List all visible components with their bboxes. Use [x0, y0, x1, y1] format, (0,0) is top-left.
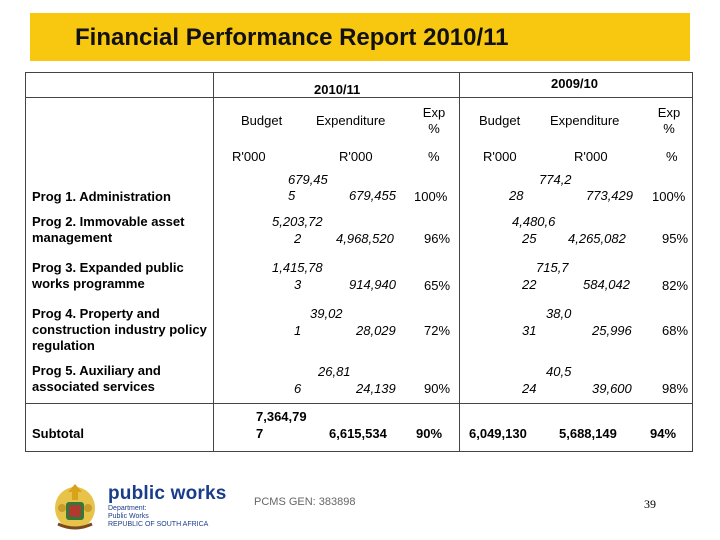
budget-current-part1: 1,415,78 — [272, 260, 323, 275]
period-prior-header: 2009/10 — [551, 76, 598, 91]
unit-expenditure-prior: R'000 — [574, 149, 608, 164]
col-budget-current: Budget — [241, 113, 283, 128]
budget-current-part1: 26,81 — [318, 364, 351, 379]
exp-pct-current: 72% — [424, 323, 451, 338]
expenditure-prior-part2: 39,600 — [592, 381, 632, 396]
exp-pct-current: 90% — [424, 381, 451, 396]
row-label: Prog 5. Auxiliary and associated services — [32, 363, 161, 394]
row-label: Prog 3. Expanded public works programme — [32, 260, 184, 291]
col-exp-pct-current — [416, 105, 452, 137]
page-title: Financial Performance Report 2010/11 — [75, 24, 509, 51]
expenditure-current: 4,968,520 — [336, 231, 394, 246]
row-label: Prog 2. Immovable asset management — [32, 214, 185, 245]
exp-pct-line1: Exp — [657, 105, 681, 120]
expenditure-prior-part1: 774,2 — [539, 172, 572, 187]
period-current-header: 2010/11 — [314, 82, 361, 97]
exp-pct-prior: 68% — [662, 323, 689, 338]
expenditure-prior-part2: 4,265,082 — [568, 231, 626, 246]
exp-pct-prior: 100% — [652, 189, 686, 204]
expenditure-prior-part2: 584,042 — [583, 277, 630, 292]
subtotal-label: Subtotal — [32, 426, 84, 441]
unit-budget-prior: R'000 — [483, 149, 517, 164]
expenditure-prior-part1: 715,7 — [536, 260, 569, 275]
row-label: Prog 1. Administration — [32, 189, 171, 204]
unit-expenditure-current: R'000 — [339, 149, 373, 164]
row-divider — [26, 403, 692, 404]
performance-table — [25, 72, 693, 452]
row-label: Prog 4. Property and construction industry policy regulation — [32, 306, 207, 353]
subtotal-expenditure-current: 6,615,534 — [329, 426, 387, 441]
budget-current-part1: 39,02 — [310, 306, 343, 321]
expenditure-prior-part1: 4,480,6 — [512, 214, 556, 229]
logo-sub-line3: REPUBLIC OF SOUTH AFRICA — [108, 521, 209, 528]
exp-pct-prior: 98% — [662, 381, 689, 396]
subtotal-expenditure-prior: 5,688,149 — [559, 426, 617, 441]
budget-prior: 25 — [522, 231, 537, 246]
logo-sub-line1: Department: — [108, 505, 147, 512]
budget-current-part2: 2 — [294, 231, 302, 246]
subtotal-exp-pct-current: 90% — [416, 426, 443, 441]
expenditure-prior-part2: 25,996 — [592, 323, 632, 338]
expenditure-current: 679,455 — [349, 188, 396, 203]
logo-sub-line2: Public Works — [108, 513, 149, 520]
subtotal-budget-prior: 6,049,130 — [469, 426, 527, 441]
subtotal-budget-current-part2: 7 — [256, 426, 264, 441]
budget-current-part1: 679,45 — [288, 172, 328, 187]
col-expenditure-prior: Expenditure — [550, 113, 620, 128]
subtotal-exp-pct-prior: 94% — [650, 426, 677, 441]
expenditure-current: 28,029 — [356, 323, 396, 338]
expenditure-prior-part1: 40,5 — [546, 364, 572, 379]
exp-pct-current: 96% — [424, 231, 451, 246]
exp-pct-current: 65% — [424, 278, 451, 293]
budget-current-part2: 1 — [294, 323, 302, 338]
unit-budget-current: R'000 — [232, 149, 266, 164]
exp-pct-line2: % — [663, 121, 675, 136]
budget-prior: 24 — [522, 381, 537, 396]
document-code: PCMS GEN: 383898 — [254, 496, 356, 508]
col-budget-prior: Budget — [479, 113, 521, 128]
budget-current-part2: 3 — [294, 277, 302, 292]
coat-of-arms-icon — [52, 478, 98, 535]
unit-pct-current: % — [428, 149, 440, 164]
budget-prior: 22 — [522, 277, 537, 292]
budget-current-part2: 5 — [288, 188, 296, 203]
unit-pct-prior: % — [666, 149, 678, 164]
col-expenditure-current: Expenditure — [316, 113, 386, 128]
budget-current-part1: 5,203,72 — [272, 214, 323, 229]
exp-pct-line1: Exp — [422, 105, 446, 120]
subtotal-budget-current-part1: 7,364,79 — [256, 409, 307, 424]
budget-prior: 28 — [509, 188, 524, 203]
row-divider — [26, 97, 692, 98]
page-number: 39 — [644, 497, 656, 511]
exp-pct-prior: 95% — [662, 231, 689, 246]
exp-pct-line2: % — [428, 121, 440, 136]
expenditure-prior-part1: 38,0 — [546, 306, 572, 321]
budget-prior: 31 — [522, 323, 537, 338]
logo-main-text: public works — [108, 483, 227, 504]
expenditure-current: 24,139 — [356, 381, 396, 396]
budget-current-part2: 6 — [294, 381, 302, 396]
expenditure-current: 914,940 — [349, 277, 396, 292]
exp-pct-prior: 82% — [662, 278, 689, 293]
col-divider — [213, 73, 214, 451]
public-works-logo — [108, 483, 227, 529]
exp-pct-current: 100% — [414, 189, 448, 204]
col-exp-pct-prior — [651, 105, 687, 137]
col-divider — [459, 73, 460, 451]
expenditure-prior-part2: 773,429 — [586, 188, 633, 203]
